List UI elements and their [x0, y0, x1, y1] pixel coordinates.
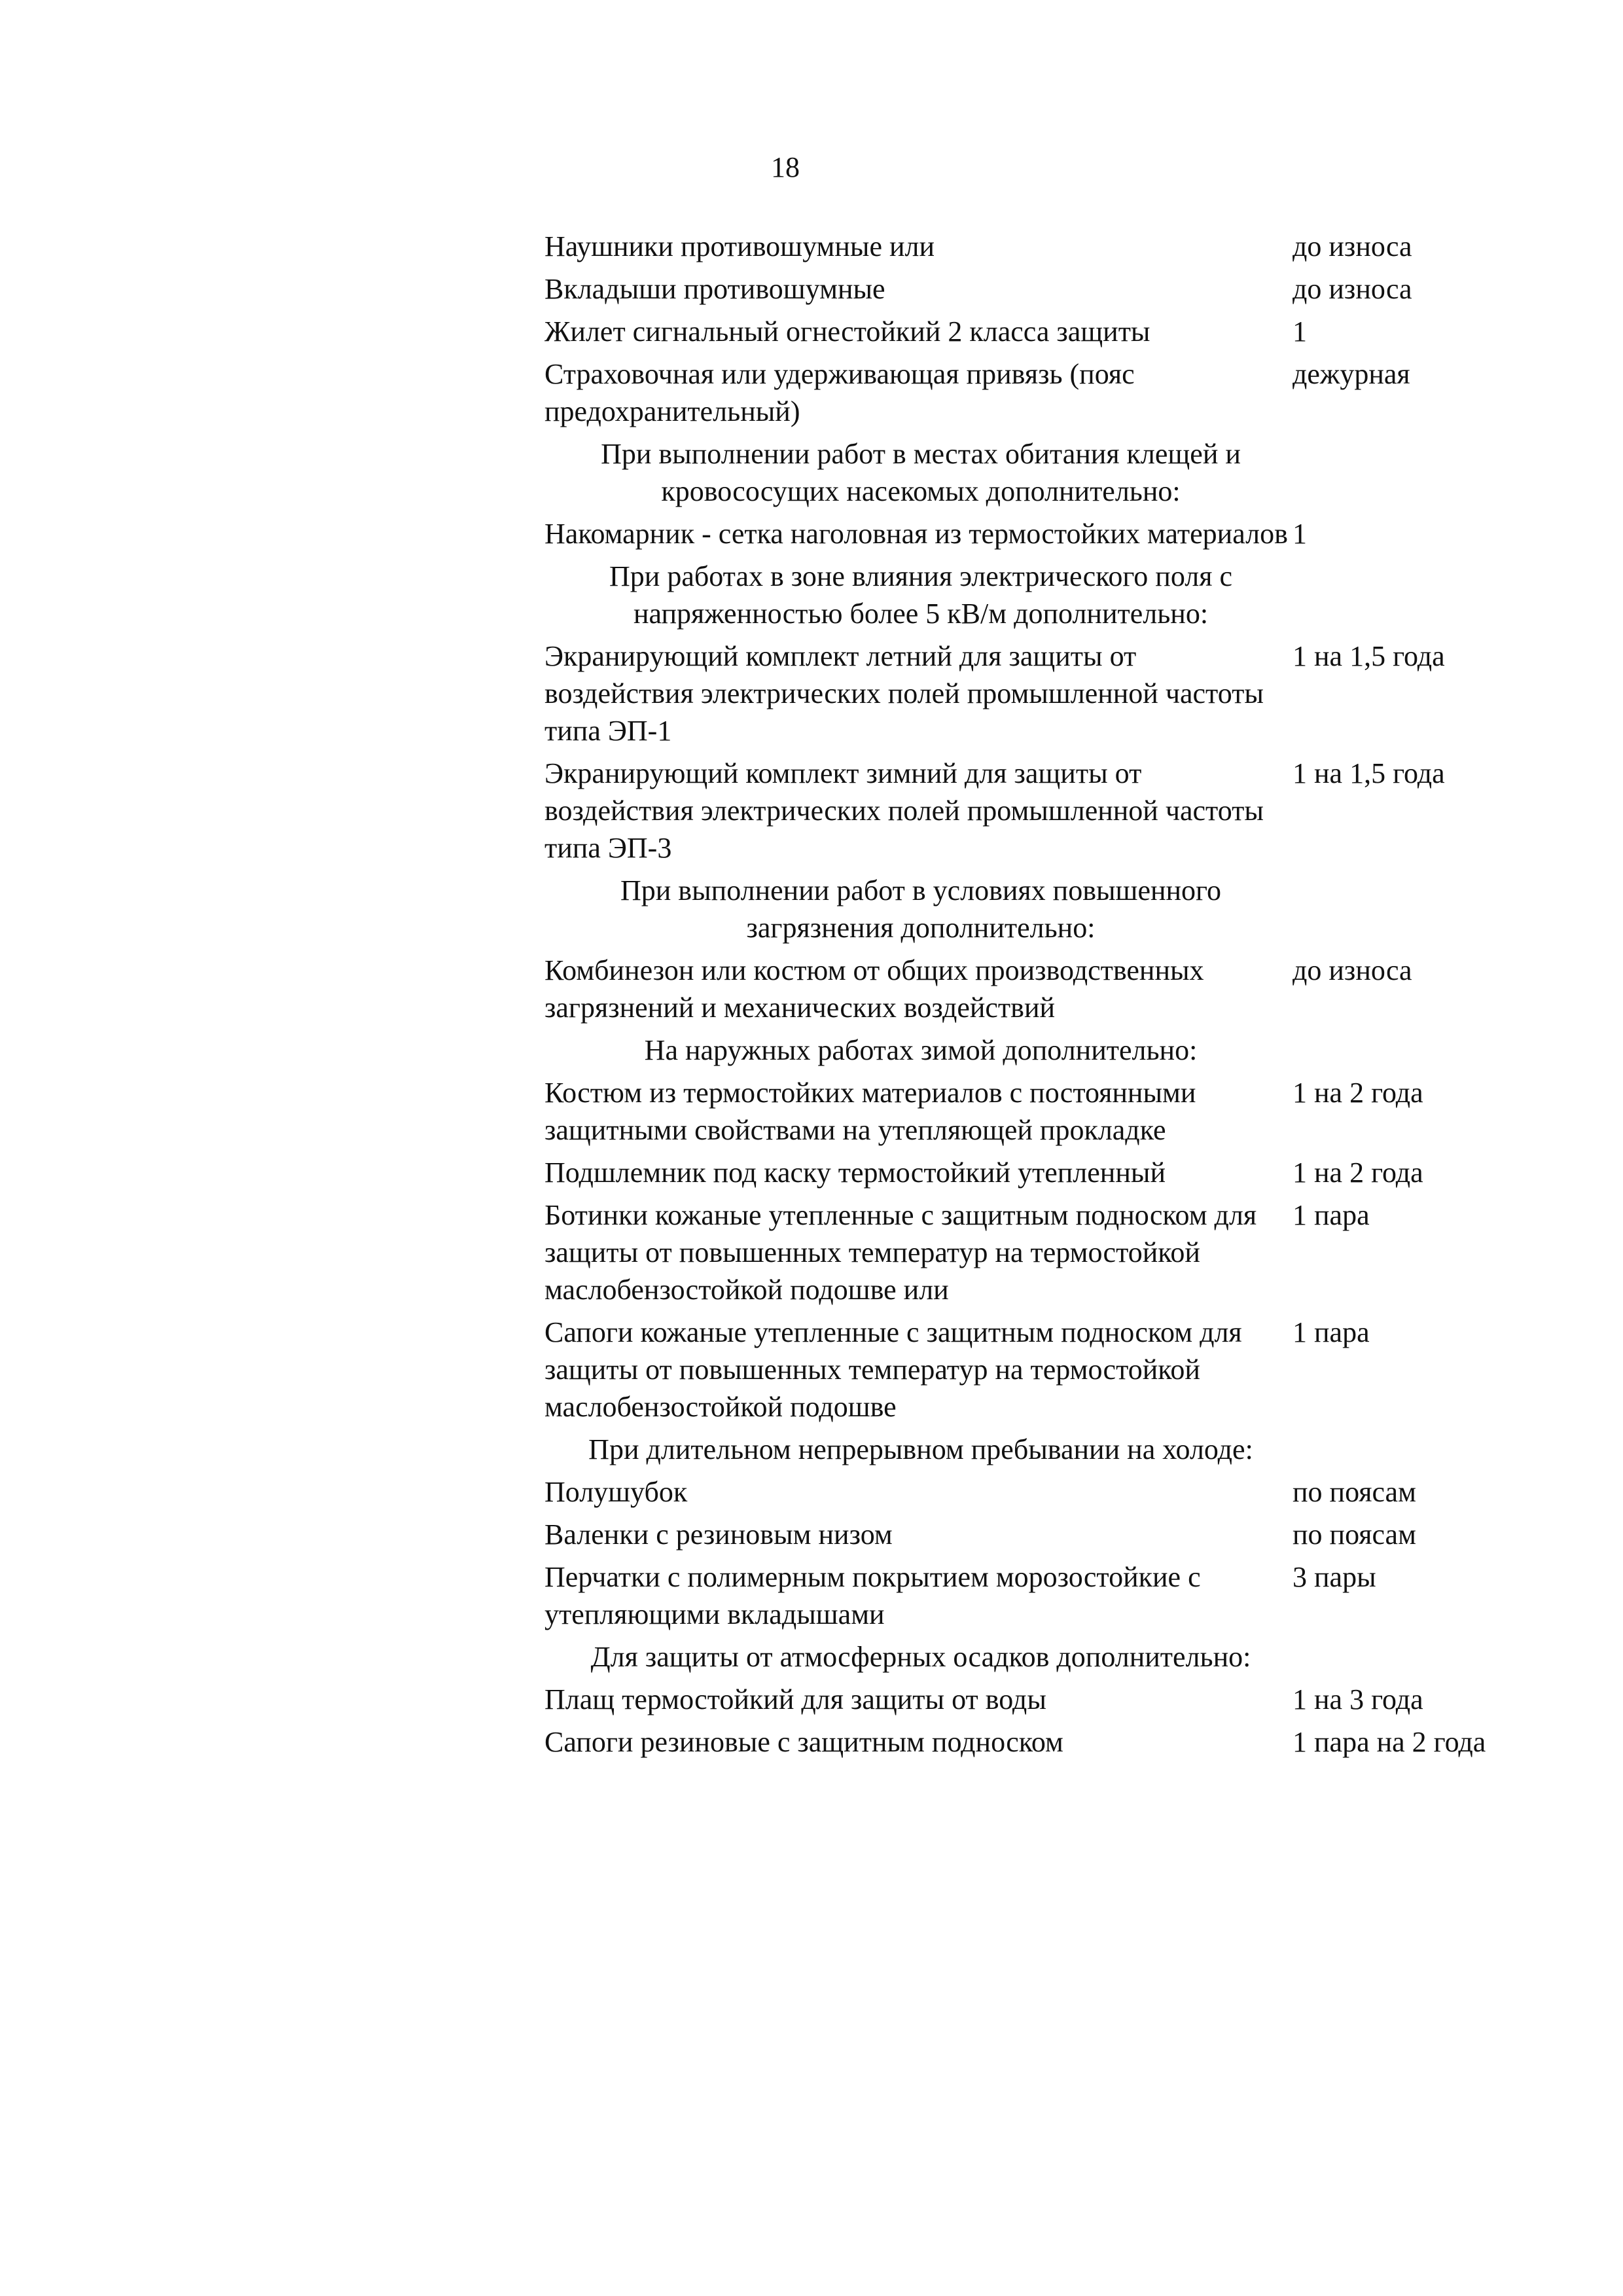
ppe-item-norm: до износа	[1293, 230, 1412, 262]
table-row	[544, 755, 1500, 867]
ppe-item-name: Сапоги кожаные утепленные с защитным подноском для защиты от повышенных температур на термостойкой маслобензостойкой подошве	[544, 1316, 1242, 1423]
ppe-item-norm: 1 на 1,5 года	[1293, 640, 1445, 672]
section-heading: Для защиты от атмосферных осадков дополнительно:	[590, 1641, 1251, 1673]
table-row	[544, 1154, 1500, 1191]
ppe-item-name: Валенки с резиновым низом	[544, 1518, 893, 1551]
ppe-item-norm: до износа	[1293, 954, 1412, 986]
ppe-item-name: Перчатки с полимерным покрытием морозостойкие с утепляющими вкладышами	[544, 1561, 1201, 1630]
table-row	[544, 637, 1500, 749]
ppe-item-name: Вкладыши противошумные	[544, 273, 885, 305]
table-row	[544, 1196, 1500, 1308]
ppe-item-name: Полушубок	[544, 1476, 688, 1508]
section-heading: При выполнении работ в условиях повышенного загрязнения дополнительно:	[620, 874, 1222, 944]
ppe-item-name: Ботинки кожаные утепленные с защитным подноском для защиты от повышенных температур на термостойкой маслобензостойкой подошве или	[544, 1199, 1257, 1306]
ppe-item-name: Плащ термостойкий для защиты от воды	[544, 1683, 1046, 1715]
table-row	[544, 952, 1500, 1026]
table-row	[544, 1314, 1500, 1426]
ppe-item-name: Накомарник - сетка наголовная из термостойких материалов	[544, 518, 1288, 550]
section-heading: На наружных работах зимой дополнительно:	[644, 1034, 1198, 1066]
table-row	[544, 355, 1500, 430]
ppe-item-norm: 1 на 2 года	[1293, 1077, 1423, 1109]
table-row	[544, 1074, 1500, 1149]
ppe-item-norm: 1 пара на 2 года	[1293, 1726, 1486, 1758]
ppe-item-norm: 1 на 2 года	[1293, 1157, 1423, 1189]
section-heading: При длительном непрерывном пребывании на холоде:	[588, 1433, 1253, 1465]
ppe-item-name: Наушники противошумные или	[544, 230, 935, 262]
ppe-item-name: Экранирующий комплект зимний для защиты от воздействия электрических полей промышленной частоты типа ЭП-3	[544, 757, 1264, 864]
ppe-item-norm: по поясам	[1293, 1476, 1416, 1508]
ppe-item-name: Страховочная или удерживающая привязь (пояс предохранительный)	[544, 358, 1135, 427]
table-row	[544, 1723, 1500, 1761]
ppe-item-name: Сапоги резиновые с защитным подноском	[544, 1726, 1063, 1758]
ppe-item-norm: 1 на 3 года	[1293, 1683, 1423, 1715]
ppe-item-name: Костюм из термостойких материалов с постоянными защитными свойствами на утепляющей прокладке	[544, 1077, 1196, 1146]
ppe-item-name: Экранирующий комплект летний для защиты от воздействия электрических полей промышленной частоты типа ЭП-1	[544, 640, 1264, 747]
ppe-norms-list	[544, 228, 1500, 1766]
table-row	[544, 1473, 1500, 1511]
ppe-item-norm: 1	[1293, 518, 1307, 550]
ppe-item-norm: 3 пары	[1293, 1561, 1376, 1593]
table-row	[544, 1558, 1500, 1633]
ppe-item-norm: 1	[1293, 315, 1307, 348]
ppe-item-name: Комбинезон или костюм от общих производственных загрязнений и механических воздействий	[544, 954, 1204, 1024]
ppe-item-name: Подшлемник под каску термостойкий утепленный	[544, 1157, 1166, 1189]
table-row	[544, 270, 1500, 308]
ppe-item-name: Жилет сигнальный огнестойкий 2 класса защиты	[544, 315, 1150, 348]
table-row	[544, 313, 1500, 350]
section-heading: При выполнении работ в местах обитания клещей и кровососущих насекомых дополнительно:	[601, 438, 1241, 507]
table-row	[544, 1516, 1500, 1553]
ppe-item-norm: 1 пара	[1293, 1316, 1370, 1348]
section-heading: При работах в зоне влияния электрического поля с напряженностью более 5 кВ/м дополнительно:	[609, 560, 1232, 630]
ppe-item-norm: по поясам	[1293, 1518, 1416, 1551]
ppe-item-norm: дежурная	[1293, 358, 1410, 390]
ppe-item-norm: 1 на 1,5 года	[1293, 757, 1445, 789]
table-row	[544, 515, 1500, 552]
table-row	[544, 228, 1500, 265]
page-number: 18	[771, 151, 800, 183]
ppe-item-norm: до износа	[1293, 273, 1412, 305]
ppe-item-norm: 1 пара	[1293, 1199, 1370, 1231]
table-row	[544, 1681, 1500, 1718]
